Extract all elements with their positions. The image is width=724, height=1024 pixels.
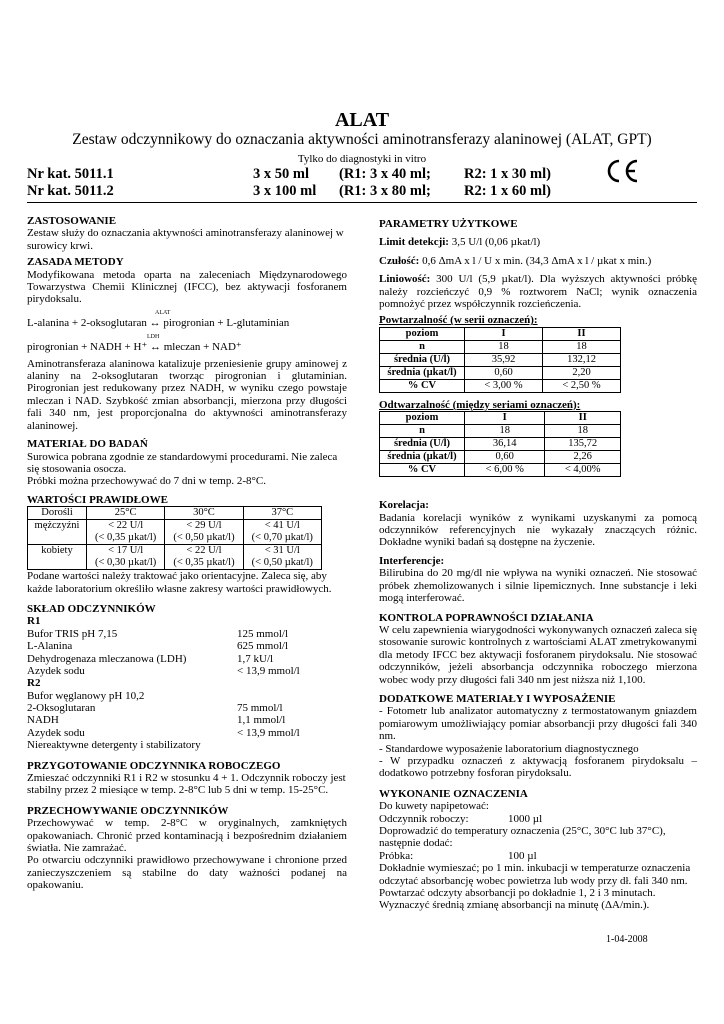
table-cell: < 17 U/l bbox=[86, 545, 164, 558]
table-cell: 0,60 bbox=[465, 366, 543, 379]
section-heading-zasada: ZASADA METODY bbox=[27, 256, 124, 269]
section-heading-parametry: PARAMETRY UŻYTKOWE bbox=[379, 218, 518, 230]
przygotowanie-text: Zmieszać odczynniki R1 i R2 w stosunku 4 + 1. Odczynnik roboczy jest stabilny przez 2 miesiące w temp. 2-8°C lub 5 dni w temp. 15-25°C. bbox=[27, 772, 346, 797]
odtwarzalnosc-heading: Odtwarzalność (między seriami oznaczeń): bbox=[379, 398, 581, 411]
material-text-2: Próbki można przechowywać do 7 dni w temp. 2-8°C. bbox=[27, 475, 267, 488]
powtarzalnosc-heading: Powtarzalność (w serii oznaczeń): bbox=[379, 314, 538, 327]
row-label: mężczyźni bbox=[28, 520, 87, 545]
table-cell: średnia (µkat/l) bbox=[380, 366, 465, 379]
section-heading-wykonanie: WYKONANIE OZNACZENIA bbox=[379, 787, 528, 800]
list-item: 2-Oksoglutaran 75 mmol/l bbox=[27, 702, 283, 715]
table-cell: < 22 U/l bbox=[86, 520, 164, 533]
table-header-row bbox=[380, 327, 621, 340]
table-header-cell: Dorośli bbox=[28, 507, 87, 520]
zastosowanie-text: Zestaw służy do oznaczania aktywności aminotransferazy alaninowej w surowicy krwi. bbox=[27, 227, 344, 252]
interferencje-text: Bilirubina do 20 mg/dl nie wpływa na wyniki oznaczeń. Nie stosować próbek zhemolizowanych i silnie lipemicznych. Inne substancje i leki mogą interferować. bbox=[379, 567, 697, 605]
table-header-row bbox=[28, 507, 322, 520]
table-row bbox=[380, 340, 621, 353]
ce-mark-icon bbox=[604, 158, 640, 189]
table-cell: 18 bbox=[543, 340, 621, 353]
limit-detekcji: Limit detekcji: 3,5 U/l (0,06 µkat/l) bbox=[379, 236, 541, 249]
header-divider bbox=[27, 202, 697, 203]
table-header-cell: I bbox=[465, 327, 543, 340]
section-heading-material: MATERIAŁ DO BADAŃ bbox=[27, 438, 148, 451]
korelacja-text: Badania korelacji wyników z wynikami uzyskanymi za pomocą odczynników referencyjnych nie wykazały znaczących różnic. Dokładne wyniki badań są dostępne na życzenie. bbox=[379, 511, 697, 549]
left-column bbox=[27, 215, 347, 892]
table-cell: 135,72 bbox=[545, 438, 621, 451]
list-item: Azydek sodu < 13,9 mmol/l bbox=[27, 664, 300, 677]
wykonanie-line-6: Wyznaczyć średnią zmianę absorbancji na minutę (ΔA/min.). bbox=[379, 899, 650, 912]
wykonanie-line-1: Do kuwety napipetować: bbox=[379, 800, 489, 813]
table-row bbox=[380, 451, 621, 464]
liniowosc: Liniowość: 300 U/l (5,9 µkat/l). Dla wyższych aktywności próbkę należy rozcieńczyć 0,9 % roztworem NaCl; wynik oznaczenia pomnożyć przez współczynnik rozcieńczenia. bbox=[379, 273, 698, 311]
list-item: Dehydrogenaza mleczanowa (LDH) 1,7 kU/l bbox=[27, 652, 274, 665]
list-item: NADH 1,1 mmol/l bbox=[27, 714, 286, 727]
reaction-2: pirogronian + NADH + H⁺ ↔ mleczan + NAD⁺ bbox=[27, 341, 242, 354]
section-heading-korelacja: Korelacja: bbox=[379, 499, 429, 512]
odtwarzalnosc-table bbox=[379, 411, 621, 477]
list-item: - Standardowe wyposażenie laboratorium diagnostycznego bbox=[379, 742, 639, 755]
section-heading-kontrola: KONTROLA POPRAWNOŚCI DZIAŁANIA bbox=[379, 611, 594, 624]
table-row bbox=[380, 425, 621, 438]
table-cell: n bbox=[380, 340, 465, 353]
table-header-cell: 25°C bbox=[86, 507, 164, 520]
reagent-composition bbox=[27, 615, 347, 751]
section-heading-dodatkowe: DODATKOWE MATERIAŁY I WYPOSAŻENIE bbox=[379, 692, 616, 705]
zasada-text-2: Aminotransferaza alaninowa katalizuje przeniesienie grupy aminowej z alaniny na 2-oksoglutaran tworząc pirogronian i glutaminian. Pirogronian jest redukowany przez NADH, w wyniku czego powstaje mleczan i NAD. Szybkość zmian absorbancji, mierzona przy długości fali 340 nm, jest proporcjonalna do aktywności aminotransferazy alaninowej. bbox=[27, 357, 347, 432]
reference-values-table bbox=[27, 506, 322, 570]
table-cell: % CV bbox=[380, 379, 465, 392]
document-date: 1-04-2008 bbox=[606, 934, 648, 945]
table-header-cell: II bbox=[543, 327, 621, 340]
table-cell: 0,60 bbox=[465, 451, 545, 464]
table-header-cell: poziom bbox=[380, 412, 465, 425]
table-header-row bbox=[380, 412, 621, 425]
section-heading-zastosowanie: ZASTOSOWANIE bbox=[27, 215, 117, 227]
list-item: - W przypadku oznaczeń z aktywacją fosforanem pirydoksalu – dodatkowo potrzebny fosforan pirydoksalu. bbox=[379, 754, 697, 780]
table-cell: 2,20 bbox=[543, 366, 621, 379]
catalog-r1: (R1: 3 x 80 ml; bbox=[339, 183, 431, 199]
table-header-cell: I bbox=[465, 412, 545, 425]
table-cell: < 4,00% bbox=[545, 464, 621, 477]
przechowywanie-text-2: Po otwarciu odczynniki prawidłowo przechowywane i chronione przed zanieczyszczeniem są stabilne do daty ważności podanej na opakowaniu. bbox=[27, 854, 347, 892]
list-item: Bufor węglanowy pH 10,2 bbox=[27, 689, 145, 702]
catalog-size: 3 x 100 ml bbox=[253, 183, 317, 199]
document-subtitle: Zestaw odczynnikowy do oznaczania aktywności aminotransferazy alaninowej (ALAT, GPT) bbox=[72, 131, 652, 148]
section-heading-sklad: SKŁAD ODCZYNNIKÓW bbox=[27, 602, 156, 615]
list-item: - Fotometr lub analizator automatyczny z termostatowanym gniazdem pomiarowym umożliwiający pomiar absorbancji przy długości fali 340 nm. bbox=[379, 705, 697, 743]
table-cell: (< 0,35 µkat/l) bbox=[86, 532, 164, 545]
catalog-r2: R2: 1 x 30 ml) bbox=[464, 166, 551, 182]
enzyme-label-ldh: LDH bbox=[147, 334, 160, 341]
reagent-r2-label: R2 bbox=[27, 677, 41, 690]
table-cell: 35,92 bbox=[465, 353, 543, 366]
wykonanie-line-3: Doprowadzić do temperatury oznaczenia (25°C, 30°C lub 37°C), następnie dodać: bbox=[379, 825, 666, 850]
table-cell: średnia (µkat/l) bbox=[380, 451, 465, 464]
table-cell: < 41 U/l bbox=[243, 520, 321, 533]
section-heading-interferencje: Interferencje: bbox=[379, 554, 445, 567]
wykonanie-line-2: Odczynnik roboczy: 1000 µl bbox=[379, 812, 543, 825]
powtarzalnosc-table bbox=[379, 327, 621, 393]
table-cell: < 29 U/l bbox=[165, 520, 243, 533]
table-header-cell: 30°C bbox=[165, 507, 243, 520]
wykonanie-line-4: Próbka: 100 µl bbox=[379, 849, 537, 862]
table-cell: 18 bbox=[465, 340, 543, 353]
section-heading-przechowywanie: PRZECHOWYWANIE ODCZYNNIKÓW bbox=[27, 804, 229, 817]
table-cell: średnia (U/l) bbox=[380, 353, 465, 366]
table-cell: 132,12 bbox=[543, 353, 621, 366]
right-column bbox=[379, 218, 697, 912]
document-title: ALAT bbox=[334, 109, 390, 131]
table-cell: < 6,00 % bbox=[465, 464, 545, 477]
table-cell: (< 0,35 µkat/l) bbox=[165, 557, 243, 570]
list-item: Bufor TRIS pH 7,15 125 mmol/l bbox=[27, 627, 289, 640]
in-vitro-note: Tylko do diagnostyki in vitro bbox=[297, 153, 427, 165]
table-row bbox=[380, 353, 621, 366]
table-cell: (< 0,70 µkat/l) bbox=[243, 532, 321, 545]
table-row bbox=[380, 438, 621, 451]
catalog-r2: R2: 1 x 60 ml) bbox=[464, 183, 551, 199]
enzyme-label-alat: ALAT bbox=[155, 309, 171, 316]
wartosci-note: Podane wartości należy traktować jako orientacyjne. Zaleca się, aby każde laboratorium określiło własne zakresy wartości prawidłowych. bbox=[27, 570, 332, 595]
table-cell: < 22 U/l bbox=[165, 545, 243, 558]
table-cell: < 2,50 % bbox=[543, 379, 621, 392]
catalog-size: 3 x 50 ml bbox=[253, 166, 309, 182]
section-heading-wartosci: WARTOŚCI PRAWIDŁOWE bbox=[27, 493, 168, 506]
table-cell: 18 bbox=[545, 425, 621, 438]
catalog-number: Nr kat. 5011.2 bbox=[27, 183, 114, 199]
list-item: Niereaktywne detergenty i stabilizatory bbox=[27, 739, 201, 752]
table-header-cell: II bbox=[545, 412, 621, 425]
reagent-r1-label: R1 bbox=[27, 615, 41, 628]
table-cell: (< 0,50 µkat/l) bbox=[165, 532, 243, 545]
catalog-r1: (R1: 3 x 40 ml; bbox=[339, 166, 431, 182]
list-item: L-Alanina 625 mmol/l bbox=[27, 640, 289, 653]
reaction-1: L-alanina + 2-oksoglutaran ↔ pirogronian + L-glutaminian bbox=[27, 316, 290, 329]
table-row bbox=[28, 545, 322, 558]
table-row bbox=[380, 464, 621, 477]
kontrola-text: W celu zapewnienia wiarygodności wykonywanych oznaczeń zaleca się stosowanie surowic kontrolnych z wartościami ALAT zmetrykowanymi dla metody IFCC bez aktywacji fosforanem pirydoksalu. Nie stosować odczynników, jeżeli absorbancja odczynnika roboczego mierzona wobec wody przy długości fali 340 nm jest niższa niż 1,100. bbox=[379, 623, 697, 686]
table-cell: n bbox=[380, 425, 465, 438]
table-cell: < 31 U/l bbox=[243, 545, 321, 558]
table-cell: 36,14 bbox=[465, 438, 545, 451]
table-cell: średnia (U/l) bbox=[380, 438, 465, 451]
table-row bbox=[380, 366, 621, 379]
material-text-1: Surowica pobrana zgodnie ze standardowymi procedurami. Nie zaleca się stosowania osocza. bbox=[27, 450, 338, 475]
list-item: Azydek sodu < 13,9 mmol/l bbox=[27, 726, 300, 739]
table-cell: 18 bbox=[465, 425, 545, 438]
table-header-cell: 37°C bbox=[243, 507, 321, 520]
row-label: kobiety bbox=[28, 545, 87, 570]
table-row bbox=[28, 520, 322, 533]
wykonanie-line-5: Dokładnie wymieszać; po 1 min. inkubacji w temperaturze oznaczenia odczytać absorbancję wobec powietrza lub wody przy dł. fali 340 nm. Powtarzać odczyty absorbancji po dokładnie 1, 2 i 3 minutach. bbox=[379, 862, 691, 900]
table-cell: (< 0,30 µkat/l) bbox=[86, 557, 164, 570]
table-cell: < 3,00 % bbox=[465, 379, 543, 392]
catalog-number: Nr kat. 5011.1 bbox=[27, 166, 114, 182]
table-header-cell: poziom bbox=[380, 327, 465, 340]
table-cell: (< 0,50 µkat/l) bbox=[243, 557, 321, 570]
table-cell: 2,26 bbox=[545, 451, 621, 464]
przechowywanie-text-1: Przechowywać w temp. 2-8°C w oryginalnych, zamkniętych opakowaniach. Chronić przed kontaminacją i bezpośrednim działaniem światła. Nie zamrażać. bbox=[27, 817, 347, 855]
section-heading-przygotowanie: PRZYGOTOWANIE ODCZYNNIKA ROBOCZEGO bbox=[27, 759, 281, 772]
table-row bbox=[380, 379, 621, 392]
czulosc: Czułość: 0,6 ΔmA x l / U x min. (34,3 ΔmA x l / µkat x min.) bbox=[379, 254, 652, 267]
table-cell: % CV bbox=[380, 464, 465, 477]
zasada-text: Modyfikowana metoda oparta na zaleceniach Międzynarodowego Towarzystwa Chemii Klinicznej (IFCC), bez aktywacji fosforanem pirydoksalu. bbox=[27, 268, 347, 306]
